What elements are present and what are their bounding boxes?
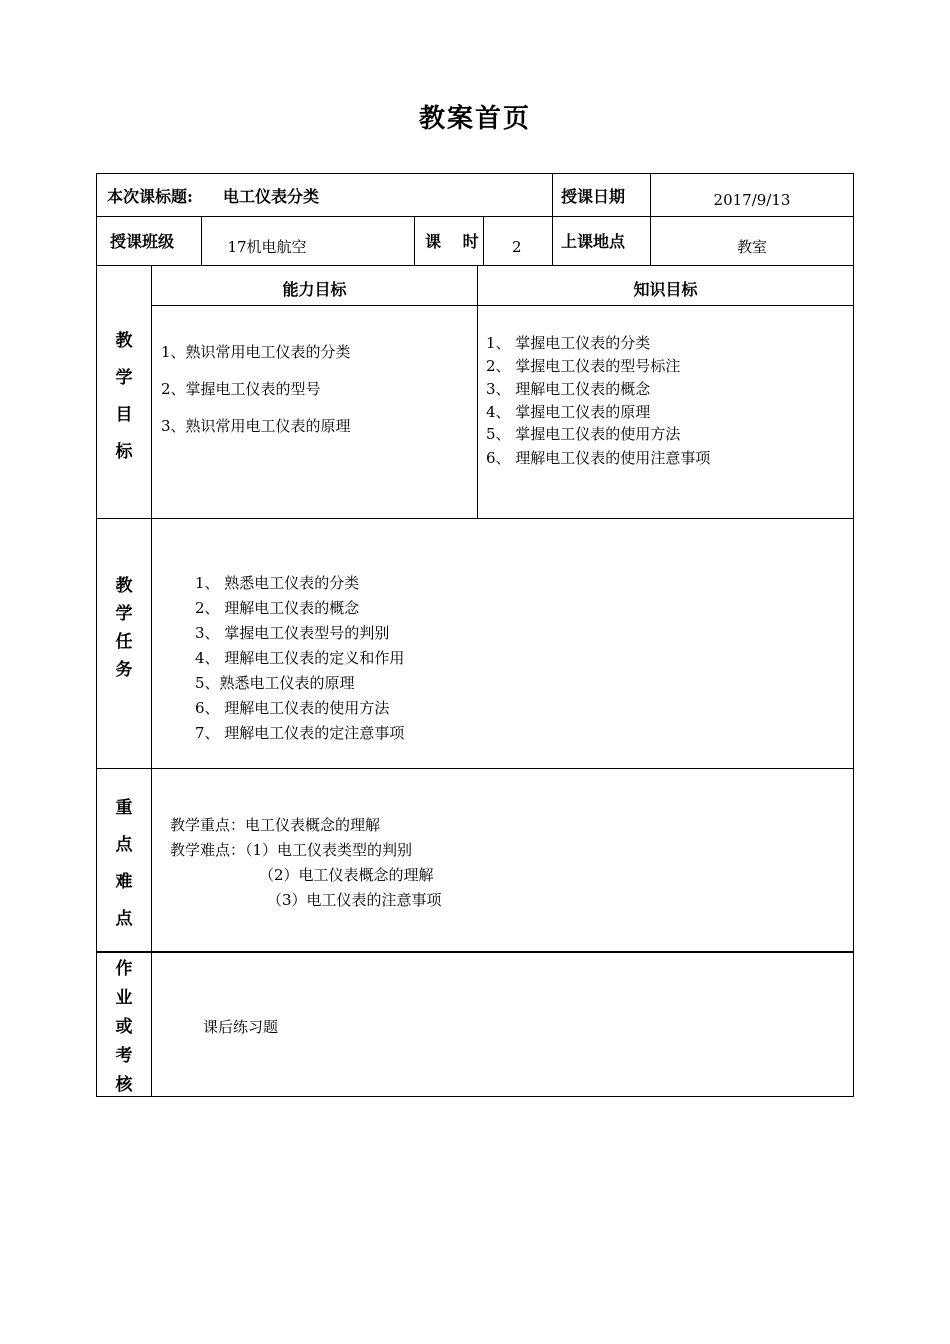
keypoints-side-label: 重 点 难 点 <box>115 798 133 929</box>
class-label: 授课班级 <box>110 232 175 251</box>
place-label: 上课地点 <box>561 232 626 251</box>
topic-label: 本次课标题: <box>107 187 193 206</box>
hours-value: 2 <box>512 238 522 256</box>
list-item: 5、熟悉电工仪表的原理 <box>195 674 355 692</box>
hours-label: 课 时 <box>425 232 479 251</box>
tasks-side-label: 教 学 任 务 <box>115 576 133 680</box>
date-label: 授课日期 <box>561 187 626 206</box>
homework-content: 课后练习题 <box>203 1018 279 1036</box>
page-title: 教案首页 <box>418 104 531 134</box>
list-item: 4、 掌握电工仪表的原理 <box>486 403 651 421</box>
list-item: 1、 熟悉电工仪表的分类 <box>195 574 360 592</box>
list-item: 1、 掌握电工仪表的分类 <box>486 334 651 352</box>
list-item: 4、 理解电工仪表的定义和作用 <box>195 649 405 667</box>
list-item: 2、 掌握电工仪表的型号标注 <box>486 357 681 375</box>
knowledge-header: 知识目标 <box>633 280 698 299</box>
homework-side-label: 作 业 或 考 核 <box>115 959 133 1095</box>
list-item: 2、掌握电工仪表的型号 <box>161 380 321 398</box>
key-point-line: 教学重点：电工仪表概念的理解 <box>170 816 381 834</box>
list-item: 5、 掌握电工仪表的使用方法 <box>486 425 681 443</box>
list-item: 1、熟识常用电工仪表的分类 <box>161 343 351 361</box>
ability-header: 能力目标 <box>282 280 347 299</box>
class-value: 17机电航空 <box>227 238 307 256</box>
list-item: 3、 理解电工仪表的概念 <box>486 380 651 398</box>
list-item: 3、熟识常用电工仪表的原理 <box>161 417 351 435</box>
difficulty-line: 教学难点：（1）电工仪表类型的判别 <box>170 841 413 859</box>
list-item: 3、 掌握电工仪表型号的判别 <box>195 624 390 642</box>
list-item: 6、 理解电工仪表的使用注意事项 <box>486 449 711 467</box>
list-item: 2、 理解电工仪表的概念 <box>195 599 360 617</box>
place-value: 教室 <box>736 238 767 256</box>
difficulty-line: （3）电工仪表的注意事项 <box>267 891 442 909</box>
objectives-side-label: 教 学 目 标 <box>115 331 133 462</box>
difficulty-line: （2）电工仪表概念的理解 <box>259 866 434 884</box>
list-item: 6、 理解电工仪表的使用方法 <box>195 699 390 717</box>
date-value: 2017/9/13 <box>713 191 791 209</box>
topic-value: 电工仪表分类 <box>223 187 320 206</box>
list-item: 7、 理解电工仪表的定注意事项 <box>195 724 405 742</box>
